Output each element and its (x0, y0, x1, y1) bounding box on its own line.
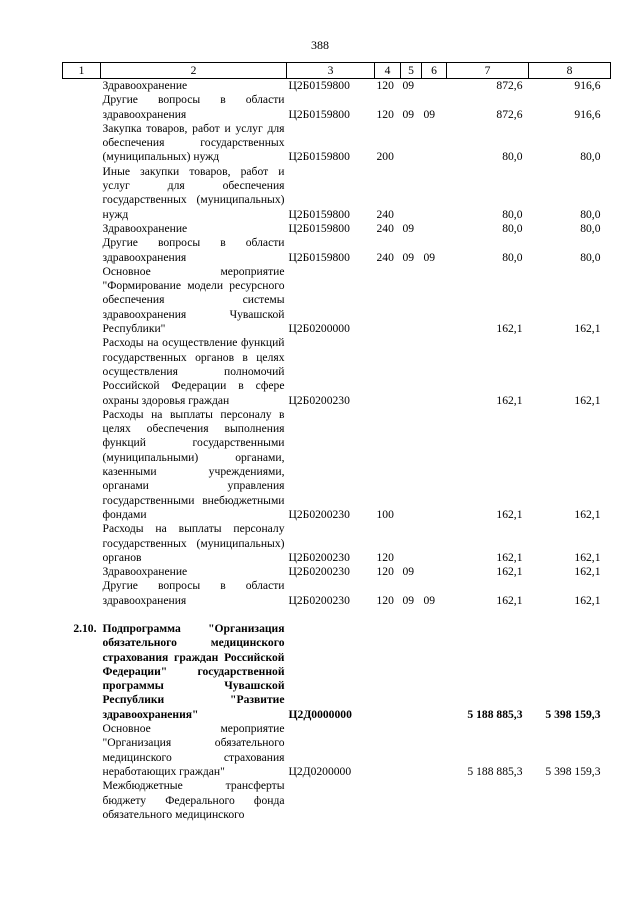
row-target-code: Ц2Д0000000 (288, 707, 352, 721)
row-subsection: 09 (423, 107, 436, 121)
row-target-code: Ц2Б0159800 (288, 250, 350, 264)
row-amount-year-1: 80,0 (502, 150, 523, 164)
row-section (401, 165, 422, 222)
row-expense-type: 240 (376, 250, 394, 264)
row-section (401, 779, 422, 822)
table-row (63, 622, 611, 722)
row-subsection (422, 265, 447, 336)
header-col-2: 2 (101, 63, 287, 79)
section-gap-cell (63, 608, 611, 622)
row-number (63, 222, 101, 236)
table-row (63, 79, 611, 94)
row-target-code: Ц2Б0159800 (288, 207, 350, 221)
row-subsection (422, 336, 447, 407)
row-target-code: Ц2Б0200000 (288, 322, 350, 336)
row-amount-year-1: 162,1 (496, 322, 523, 336)
row-amount-year-2: 162,1 (574, 393, 601, 407)
row-target-code: Ц2Б0159800 (288, 79, 350, 92)
row-name: Расходы на осуществление функций государственных органов в целях осуществления полномочий Российской Федерации в сфере охраны здоровья граждан (102, 336, 285, 407)
row-target-code: Ц2Б0200230 (288, 550, 350, 564)
row-name: Расходы на выплаты персоналу государственных (муниципальных) органов (102, 522, 285, 564)
row-subsection (422, 222, 447, 236)
row-amount-year-1: 80,0 (502, 221, 523, 235)
table-header (63, 63, 611, 79)
row-amount-year-1: 162,1 (496, 550, 523, 564)
row-number: 2.10. (73, 621, 97, 635)
row-number (63, 579, 101, 608)
row-name: Другие вопросы в области здравоохранения (102, 579, 285, 607)
header-col-6: 6 (422, 63, 447, 79)
row-expense-type: 120 (376, 550, 394, 564)
row-amount-year-1: 80,0 (502, 207, 523, 221)
row-name: Другие вопросы в области здравоохранения (102, 93, 285, 121)
row-expense-type (375, 622, 401, 722)
row-section: 09 (402, 79, 415, 92)
row-subsection: 09 (423, 593, 436, 607)
row-amount-year-1: 162,1 (496, 593, 523, 607)
row-subsection: 09 (423, 250, 436, 264)
row-section (401, 622, 422, 722)
row-amount-year-1: 872,6 (496, 107, 523, 121)
row-number (63, 79, 101, 94)
row-name: Иные закупки товаров, работ и услуг для обеспечения государственных (муниципальных) нужд (102, 164, 285, 221)
row-amount-year-2: 5 398 159,3 (545, 707, 601, 721)
row-target-code: Ц2Б0200230 (288, 393, 350, 407)
row-number (63, 236, 101, 265)
row-target-code: Ц2Б0200230 (288, 507, 350, 521)
row-target-code: Ц2Б0200230 (288, 565, 350, 579)
header-col-1: 1 (63, 63, 101, 79)
row-amount-year-1: 162,1 (496, 393, 523, 407)
row-section (401, 336, 422, 407)
table-row (63, 336, 611, 407)
table-row (63, 236, 611, 265)
row-amount-year-1: 872,6 (496, 79, 523, 92)
page-number: 388 (311, 38, 329, 52)
row-expense-type: 240 (376, 221, 394, 235)
row-amount-year-1: 162,1 (496, 507, 523, 521)
row-expense-type: 120 (376, 565, 394, 579)
row-name: Основное мероприятие "Формирование модели ресурсного обеспечения системы здравоохранения Чувашской Республики" (102, 264, 285, 336)
row-name: Другие вопросы в области здравоохранения (102, 236, 285, 264)
row-number (63, 779, 101, 822)
header-col-5: 5 (401, 63, 422, 79)
row-subsection (422, 408, 447, 522)
row-number (63, 408, 101, 522)
header-col-8: 8 (529, 63, 611, 79)
row-number (63, 336, 101, 407)
header-col-4: 4 (375, 63, 401, 79)
row-section: 09 (402, 250, 415, 264)
row-subsection (422, 779, 447, 822)
row-amount-year-2: 162,1 (574, 593, 601, 607)
row-target-code: Ц2Б0200230 (288, 593, 350, 607)
table-row (63, 265, 611, 336)
row-amount-year-2: 80,0 (580, 250, 601, 264)
row-amount-year-2: 916,6 (574, 107, 601, 121)
row-amount-year-2: 80,0 (580, 150, 601, 164)
row-expense-type (375, 779, 401, 822)
row-section (401, 522, 422, 565)
table-row (63, 222, 611, 236)
row-section (401, 265, 422, 336)
row-name: Основное мероприятие "Организация обязательного медицинского страхования неработающих граждан" (102, 722, 285, 778)
row-amount-year-2: 80,0 (580, 221, 601, 235)
table-row (63, 722, 611, 779)
row-amount-year-2 (529, 779, 611, 822)
row-section (401, 122, 422, 165)
table-body (63, 79, 611, 823)
row-name: Расходы на выплаты персоналу в целях обеспечения выполнения функций государственными (муниципальными) органами, казенными учреждениями, органами управления государственными внебюджетными фондами (102, 407, 285, 521)
row-expense-type: 120 (376, 79, 394, 92)
row-expense-type: 120 (376, 593, 394, 607)
table-row (63, 408, 611, 522)
table-row (63, 93, 611, 122)
table-row (63, 165, 611, 222)
row-target-code: Ц2Б0159800 (288, 221, 350, 235)
header-col-7: 7 (447, 63, 529, 79)
row-name: Межбюджетные трансферты бюджету Федерального фонда обязательного медицинского (102, 779, 285, 821)
row-subsection (422, 722, 447, 779)
table-row (63, 122, 611, 165)
row-subsection (422, 165, 447, 222)
row-target-code (287, 779, 375, 822)
row-amount-year-2: 80,0 (580, 207, 601, 221)
row-section: 09 (402, 221, 415, 235)
row-number (63, 265, 101, 336)
row-number (63, 722, 101, 779)
row-subsection (422, 622, 447, 722)
row-number (63, 565, 101, 579)
row-amount-year-2: 5 398 159,3 (545, 764, 601, 778)
row-section: 09 (402, 593, 415, 607)
row-amount-year-2: 162,1 (574, 550, 601, 564)
row-name: Подпрограмма "Организация обязательного медицинского страхования граждан Российской Федерации" государственной программы Чувашской Республики "Развитие здравоохранения" (102, 621, 285, 721)
section-gap (63, 608, 611, 622)
row-amount-year-1 (447, 779, 529, 822)
table-row (63, 522, 611, 565)
row-subsection (422, 79, 447, 94)
table-row (63, 565, 611, 579)
row-amount-year-1: 80,0 (502, 250, 523, 264)
row-section: 09 (402, 107, 415, 121)
row-name: Здравоохранение (102, 79, 188, 92)
budget-table (62, 62, 611, 822)
table-row (63, 779, 611, 822)
row-amount-year-2: 162,1 (574, 507, 601, 521)
row-expense-type: 100 (376, 507, 394, 521)
table-row (63, 579, 611, 608)
row-number (63, 122, 101, 165)
row-section (401, 722, 422, 779)
row-expense-type (375, 722, 401, 779)
row-target-code: Ц2Д0200000 (288, 764, 352, 778)
row-number (63, 522, 101, 565)
row-expense-type: 240 (376, 207, 394, 221)
row-number (63, 165, 101, 222)
row-target-code: Ц2Б0159800 (288, 107, 350, 121)
row-expense-type: 200 (376, 150, 394, 164)
row-section: 09 (402, 565, 415, 579)
row-amount-year-1: 162,1 (496, 565, 523, 579)
row-name: Закупка товаров, работ и услуг для обеспечения государственных (муниципальных) нужд (102, 121, 285, 164)
row-number (63, 93, 101, 122)
row-target-code: Ц2Б0159800 (288, 150, 350, 164)
row-subsection (422, 122, 447, 165)
row-name: Здравоохранение (102, 221, 188, 235)
row-subsection (422, 522, 447, 565)
row-expense-type (375, 336, 401, 407)
row-amount-year-1: 5 188 885,3 (467, 707, 523, 721)
row-amount-year-2: 162,1 (574, 565, 601, 579)
header-col-3: 3 (287, 63, 375, 79)
row-name: Здравоохранение (102, 565, 188, 579)
row-amount-year-2: 162,1 (574, 322, 601, 336)
row-amount-year-2: 916,6 (574, 79, 601, 92)
row-amount-year-1: 5 188 885,3 (467, 764, 523, 778)
row-expense-type: 120 (376, 107, 394, 121)
row-subsection (422, 565, 447, 579)
row-section (401, 408, 422, 522)
row-expense-type (375, 265, 401, 336)
